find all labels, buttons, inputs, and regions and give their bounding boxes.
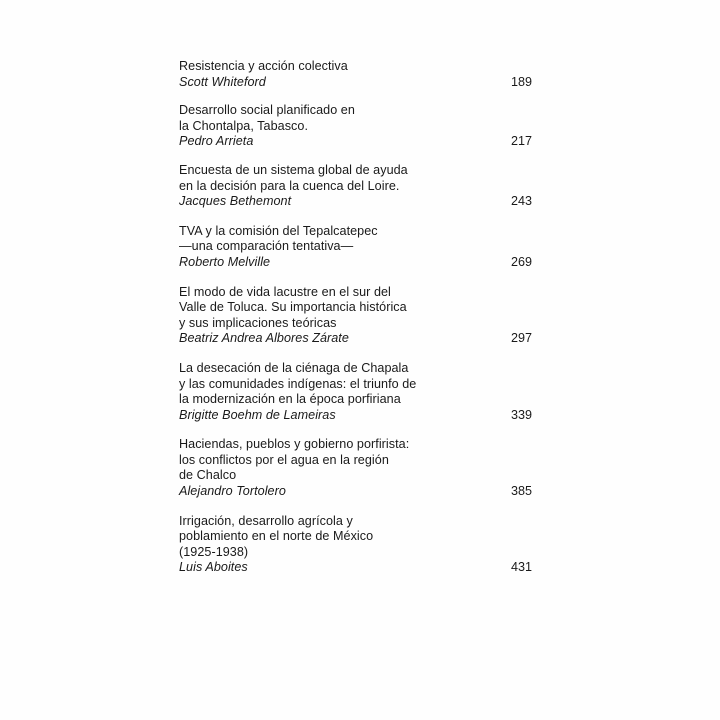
entry-title-line: los conflictos por el agua en la región [179, 452, 389, 467]
toc-entry [179, 59, 534, 90]
entry-page-number: 297 [510, 331, 532, 346]
toc-entry [179, 163, 534, 210]
entry-title-line: (1925-1938) [179, 544, 249, 559]
entry-page-number: 269 [510, 254, 532, 269]
entry-title-line: y las comunidades indígenas: el triunfo de [179, 376, 417, 391]
entry-title-line: El modo de vida lacustre en el sur del [179, 284, 391, 299]
entry-author: Pedro Arrieta [179, 134, 254, 149]
entry-title-line: y sus implicaciones teóricas [179, 315, 337, 330]
entry-title-line: la Chontalpa, Tabasco. [179, 118, 308, 133]
entry-title-line: de Chalco [179, 468, 237, 483]
entry-title-line: Haciendas, pueblos y gobierno porfirista: [179, 437, 410, 452]
entry-page-number: 189 [510, 74, 532, 89]
entry-page-number: 385 [510, 484, 532, 499]
entry-title-line: en la decisión para la cuenca del Loire. [179, 178, 400, 193]
entry-title-line: TVA y la comisión del Tepalcatepec [179, 223, 378, 238]
entry-title-line: la modernización en la época porfiriana [179, 392, 401, 407]
entry-title-line: Encuesta de un sistema global de ayuda [179, 162, 408, 177]
entry-title-line: Resistencia y acción colectiva [179, 59, 348, 73]
entry-title-line: La desecación de la ciénaga de Chapala [179, 360, 409, 375]
entry-title-line: Valle de Toluca. Su importancia histórica [179, 300, 407, 315]
entry-page-number: 243 [510, 194, 532, 209]
entry-author: Alejandro Tortolero [179, 484, 286, 499]
entry-author: Jacques Bethemont [179, 194, 292, 209]
toc-entry [179, 103, 534, 150]
entry-page-number: 217 [510, 134, 532, 149]
entry-author: Scott Whiteford [179, 74, 266, 89]
entry-page-number: 339 [510, 407, 532, 422]
entry-title-line: Irrigación, desarrollo agrícola y [179, 513, 353, 528]
entry-author: Beatriz Andrea Albores Zárate [179, 331, 349, 346]
entry-title-line: poblamiento en el norte de México [179, 529, 374, 544]
toc-entry [179, 285, 534, 347]
entry-title-line: —una comparación tentativa— [179, 239, 354, 254]
entry-title-line: Desarrollo social planificado en [179, 103, 355, 118]
toc-entry [179, 224, 534, 271]
toc-entry [179, 361, 534, 423]
toc-entry [179, 437, 534, 499]
entry-author: Brigitte Boehm de Lameiras [179, 407, 336, 422]
entry-author: Roberto Melville [179, 254, 271, 269]
table-of-contents [179, 59, 534, 576]
toc-entry [179, 514, 534, 576]
entry-page-number: 431 [510, 560, 532, 575]
entry-author: Luis Aboites [179, 560, 248, 575]
